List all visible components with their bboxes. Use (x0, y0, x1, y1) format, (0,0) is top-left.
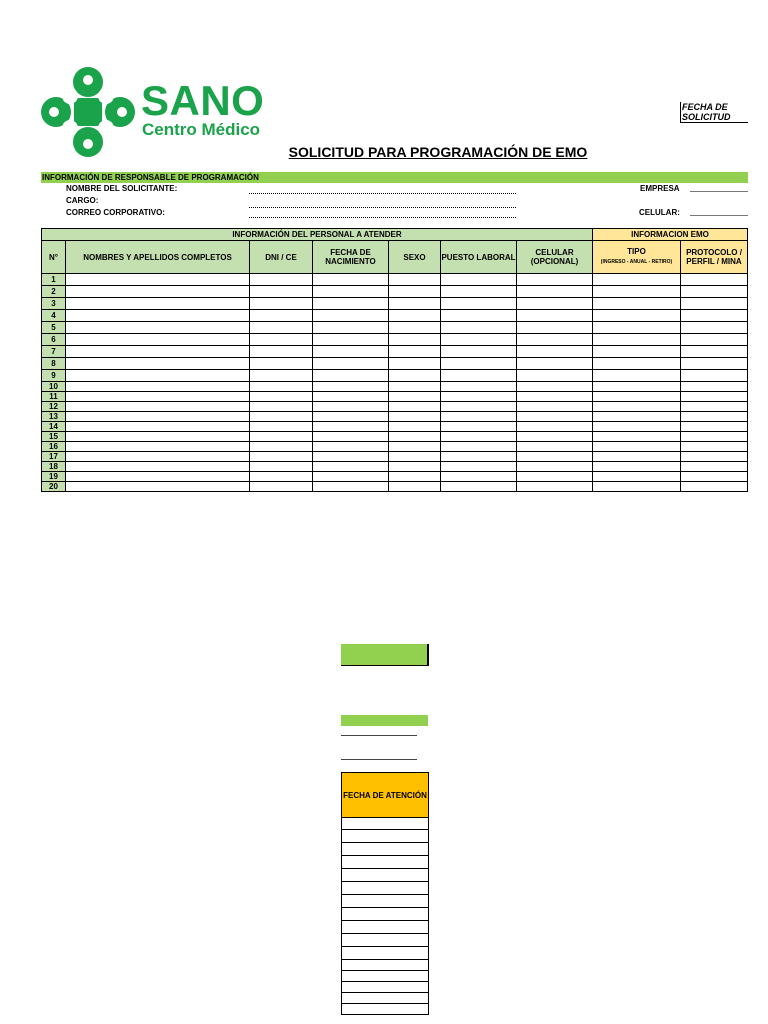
fecha-atencion-cell[interactable] (341, 882, 429, 895)
table-cell[interactable] (66, 412, 250, 422)
table-cell[interactable] (441, 382, 517, 392)
table-cell[interactable] (389, 432, 441, 442)
table-cell[interactable] (593, 346, 681, 358)
table-cell[interactable] (681, 310, 748, 322)
table-cell[interactable] (66, 310, 250, 322)
table-cell[interactable] (681, 334, 748, 346)
table-cell[interactable] (66, 462, 250, 472)
table-cell[interactable] (681, 462, 748, 472)
table-cell[interactable] (66, 382, 250, 392)
green-cell-2 (341, 715, 428, 726)
table-cell[interactable] (250, 274, 313, 286)
table-cell[interactable] (389, 358, 441, 370)
table-cell[interactable] (681, 472, 748, 482)
table-cell[interactable] (593, 482, 681, 492)
row-number: 1 (42, 274, 66, 286)
row-number: 8 (42, 358, 66, 370)
table-cell[interactable] (250, 422, 313, 432)
fecha-atencion-cell[interactable] (341, 934, 429, 947)
fecha-atencion-cell[interactable] (341, 895, 429, 908)
table-row (42, 358, 748, 370)
table-cell[interactable] (517, 334, 593, 346)
table-cell[interactable] (389, 322, 441, 334)
table-cell[interactable] (517, 358, 593, 370)
table-cell[interactable] (441, 286, 517, 298)
table-cell[interactable] (250, 298, 313, 310)
table-cell[interactable] (66, 452, 250, 462)
table-cell[interactable] (517, 382, 593, 392)
table-cell[interactable] (250, 442, 313, 452)
table-cell[interactable] (441, 402, 517, 412)
table-cell[interactable] (313, 442, 389, 452)
table-row (42, 412, 748, 422)
col-tipo-label: TIPO (627, 247, 646, 256)
correo-field[interactable] (249, 217, 516, 218)
table-cell[interactable] (389, 482, 441, 492)
page-title: SOLICITUD PARA PROGRAMACIÓN DE EMO (288, 144, 588, 160)
table-cell[interactable] (593, 322, 681, 334)
table-cell[interactable] (441, 462, 517, 472)
table-cell[interactable] (517, 392, 593, 402)
table-cell[interactable] (681, 358, 748, 370)
table-cell[interactable] (250, 334, 313, 346)
fecha-atencion-cell[interactable] (341, 1004, 429, 1015)
table-cell[interactable] (441, 298, 517, 310)
table-cell[interactable] (441, 392, 517, 402)
correo-label: CORREO CORPORATIVO: (66, 208, 165, 217)
table-cell[interactable] (593, 274, 681, 286)
table-cell[interactable] (66, 286, 250, 298)
table-cell[interactable] (313, 422, 389, 432)
table-cell[interactable] (66, 402, 250, 412)
row-number: 7 (42, 346, 66, 358)
table-row (42, 334, 748, 346)
col-nombres: NOMBRES Y APELLIDOS COMPLETOS (66, 241, 250, 274)
table-cell[interactable] (313, 382, 389, 392)
table-row (42, 452, 748, 462)
table-row (42, 472, 748, 482)
table-cell[interactable] (441, 322, 517, 334)
table-cell[interactable] (250, 432, 313, 442)
group-emo-header: INFORMACION EMO (593, 229, 748, 241)
celular-field[interactable] (690, 215, 748, 216)
table-cell[interactable] (593, 462, 681, 472)
table-cell[interactable] (313, 392, 389, 402)
underline-1 (341, 735, 417, 736)
table-row (42, 462, 748, 472)
row-number: 11 (42, 392, 66, 402)
responsible-header: INFORMACIÓN DE RESPONSABLE DE PROGRAMACIÓN (41, 172, 748, 183)
table-row (42, 402, 748, 412)
fecha-atencion-cell[interactable] (341, 947, 429, 960)
cargo-label: CARGO: (66, 196, 99, 205)
underline-2 (341, 759, 417, 760)
table-cell[interactable] (441, 412, 517, 422)
table-cell[interactable] (681, 274, 748, 286)
table-cell[interactable] (441, 442, 517, 452)
table-cell[interactable] (681, 432, 748, 442)
table-cell[interactable] (593, 432, 681, 442)
table-cell[interactable] (313, 402, 389, 412)
table-cell[interactable] (517, 370, 593, 382)
table-cell[interactable] (389, 274, 441, 286)
table-cell[interactable] (313, 358, 389, 370)
table-cell[interactable] (681, 382, 748, 392)
table-cell[interactable] (593, 452, 681, 462)
table-cell[interactable] (681, 412, 748, 422)
table-cell[interactable] (66, 472, 250, 482)
table-cell[interactable] (441, 346, 517, 358)
table-cell[interactable] (313, 452, 389, 462)
col-fecha-nacimiento: FECHA DE NACIMIENTO (313, 241, 389, 274)
empresa-field[interactable] (690, 191, 748, 192)
table-cell[interactable] (313, 322, 389, 334)
table-cell[interactable] (517, 322, 593, 334)
table-cell[interactable] (313, 346, 389, 358)
table-cell[interactable] (313, 412, 389, 422)
table-cell[interactable] (681, 346, 748, 358)
table-cell[interactable] (313, 472, 389, 482)
row-number: 4 (42, 310, 66, 322)
table-cell[interactable] (681, 322, 748, 334)
table-cell[interactable] (681, 482, 748, 492)
group-personal-header: INFORMACIÓN DEL PERSONAL A ATENDER (42, 229, 593, 241)
table-cell[interactable] (66, 358, 250, 370)
table-cell[interactable] (681, 452, 748, 462)
fecha-atencion-cell[interactable] (341, 869, 429, 882)
table-row (42, 286, 748, 298)
row-number: 10 (42, 382, 66, 392)
table-cell[interactable] (593, 442, 681, 452)
table-cell[interactable] (313, 432, 389, 442)
row-number: 5 (42, 322, 66, 334)
table-cell[interactable] (681, 286, 748, 298)
row-number: 14 (42, 422, 66, 432)
fecha-solicitud-label: FECHA DE SOLICITUD (680, 102, 748, 123)
col-n: N° (42, 241, 66, 274)
table-row (42, 274, 748, 286)
table-cell[interactable] (593, 370, 681, 382)
table-cell[interactable] (389, 334, 441, 346)
table-row (42, 442, 748, 452)
table-cell[interactable] (593, 286, 681, 298)
table-cell[interactable] (66, 322, 250, 334)
table-cell[interactable] (250, 382, 313, 392)
row-number: 9 (42, 370, 66, 382)
table-cell[interactable] (250, 452, 313, 462)
table-cell[interactable] (441, 274, 517, 286)
table-cell[interactable] (389, 412, 441, 422)
fecha-atencion-cell[interactable] (341, 982, 429, 993)
row-number: 3 (42, 298, 66, 310)
table-cell[interactable] (389, 298, 441, 310)
table-cell[interactable] (313, 274, 389, 286)
table-cell[interactable] (593, 358, 681, 370)
table-cell[interactable] (389, 472, 441, 482)
table-cell[interactable] (389, 452, 441, 462)
table-cell[interactable] (313, 370, 389, 382)
table-cell[interactable] (441, 310, 517, 322)
table-cell[interactable] (681, 442, 748, 452)
table-cell[interactable] (517, 442, 593, 452)
fecha-atencion-cell[interactable] (341, 921, 429, 934)
table-cell[interactable] (441, 472, 517, 482)
table-cell[interactable] (66, 274, 250, 286)
table-cell[interactable] (66, 432, 250, 442)
nombre-field[interactable] (249, 193, 516, 194)
table-cell[interactable] (517, 286, 593, 298)
table-cell[interactable] (593, 334, 681, 346)
table-cell[interactable] (517, 412, 593, 422)
table-cell[interactable] (517, 452, 593, 462)
table-cell[interactable] (389, 462, 441, 472)
col-puesto: PUESTO LABORAL (441, 241, 517, 274)
table-cell[interactable] (517, 462, 593, 472)
table-cell[interactable] (441, 422, 517, 432)
table-cell[interactable] (66, 370, 250, 382)
table-row (42, 322, 748, 334)
fecha-atencion-cell[interactable] (341, 908, 429, 921)
table-cell[interactable] (389, 402, 441, 412)
table-cell[interactable] (441, 358, 517, 370)
table-cell[interactable] (66, 392, 250, 402)
table-cell[interactable] (389, 286, 441, 298)
table-row (42, 482, 748, 492)
table-cell[interactable] (681, 402, 748, 412)
table-cell[interactable] (66, 442, 250, 452)
personal-table (41, 228, 748, 492)
table-cell[interactable] (593, 382, 681, 392)
fecha-atencion-cell[interactable] (341, 830, 429, 843)
table-cell[interactable] (517, 274, 593, 286)
table-cell[interactable] (313, 482, 389, 492)
table-cell[interactable] (517, 402, 593, 412)
fecha-atencion-cell[interactable] (341, 971, 429, 982)
table-cell[interactable] (517, 346, 593, 358)
table-cell[interactable] (593, 472, 681, 482)
table-cell[interactable] (250, 370, 313, 382)
row-number: 19 (42, 472, 66, 482)
cargo-field[interactable] (249, 207, 516, 208)
table-cell[interactable] (250, 402, 313, 412)
table-cell[interactable] (681, 298, 748, 310)
table-cell[interactable] (389, 442, 441, 452)
table-cell[interactable] (250, 346, 313, 358)
table-row (42, 310, 748, 322)
table-cell[interactable] (66, 298, 250, 310)
row-number: 12 (42, 402, 66, 412)
table-row (42, 370, 748, 382)
row-number: 6 (42, 334, 66, 346)
table-cell[interactable] (441, 432, 517, 442)
table-cell[interactable] (441, 482, 517, 492)
table-row (42, 392, 748, 402)
table-cell[interactable] (593, 402, 681, 412)
table-cell[interactable] (250, 472, 313, 482)
table-cell[interactable] (250, 392, 313, 402)
row-number: 18 (42, 462, 66, 472)
table-cell[interactable] (313, 334, 389, 346)
table-cell[interactable] (681, 422, 748, 432)
table-cell[interactable] (389, 392, 441, 402)
table-cell[interactable] (313, 286, 389, 298)
col-celular: CELULAR (OPCIONAL) (517, 241, 593, 274)
fecha-atencion-cell[interactable] (341, 993, 429, 1004)
table-cell[interactable] (517, 432, 593, 442)
col-sexo: SEXO (389, 241, 441, 274)
table-cell[interactable] (517, 472, 593, 482)
table-cell[interactable] (389, 310, 441, 322)
table-cell[interactable] (593, 412, 681, 422)
brand-subtitle: Centro Médico (142, 120, 261, 139)
empresa-label: EMPRESA (640, 184, 680, 193)
table-cell[interactable] (517, 310, 593, 322)
green-cell-1 (341, 644, 429, 666)
col-tipo (593, 241, 681, 274)
table-cell[interactable] (66, 334, 250, 346)
fecha-atencion-header: FECHA DE ATENCIÓN (341, 772, 429, 818)
table-cell[interactable] (389, 346, 441, 358)
fecha-atencion-cell[interactable] (341, 856, 429, 869)
row-number: 16 (42, 442, 66, 452)
row-number: 2 (42, 286, 66, 298)
table-cell[interactable] (441, 452, 517, 462)
col-tipo-sub: (INGRESO - ANUAL - RETIRO) (600, 259, 673, 265)
row-number: 20 (42, 482, 66, 492)
table-cell[interactable] (517, 422, 593, 432)
table-cell[interactable] (593, 392, 681, 402)
table-cell[interactable] (250, 286, 313, 298)
table-cell[interactable] (441, 370, 517, 382)
table-row (42, 422, 748, 432)
row-number: 15 (42, 432, 66, 442)
table-row (42, 432, 748, 442)
row-number: 13 (42, 412, 66, 422)
col-dni: DNI / CE (250, 241, 313, 274)
table-cell[interactable] (681, 392, 748, 402)
celular-label: CELULAR: (639, 208, 680, 217)
table-cell[interactable] (66, 422, 250, 432)
table-cell[interactable] (593, 310, 681, 322)
table-cell[interactable] (517, 298, 593, 310)
table-cell[interactable] (313, 310, 389, 322)
brand-name: SANO (141, 77, 265, 124)
fecha-atencion-cell[interactable] (341, 843, 429, 856)
table-cell[interactable] (66, 482, 250, 492)
table-cell[interactable] (441, 334, 517, 346)
table-cell[interactable] (250, 462, 313, 472)
fecha-atencion-cell[interactable] (341, 817, 429, 830)
table-cell[interactable] (250, 358, 313, 370)
table-cell[interactable] (313, 298, 389, 310)
table-row (42, 382, 748, 392)
table-cell[interactable] (517, 482, 593, 492)
table-cell[interactable] (389, 370, 441, 382)
table-cell[interactable] (250, 412, 313, 422)
table-cell[interactable] (250, 322, 313, 334)
table-cell[interactable] (313, 462, 389, 472)
col-protocolo: PROTOCOLO / PERFIL / MINA (681, 241, 748, 274)
table-cell[interactable] (250, 482, 313, 492)
table-cell[interactable] (389, 382, 441, 392)
nombre-label: NOMBRE DEL SOLICITANTE: (66, 184, 178, 193)
table-cell[interactable] (389, 422, 441, 432)
table-row (42, 346, 748, 358)
fecha-atencion-cell[interactable] (341, 960, 429, 971)
table-cell[interactable] (250, 310, 313, 322)
table-row (42, 298, 748, 310)
table-cell[interactable] (681, 370, 748, 382)
table-cell[interactable] (66, 346, 250, 358)
row-number: 17 (42, 452, 66, 462)
table-cell[interactable] (593, 422, 681, 432)
table-cell[interactable] (593, 298, 681, 310)
